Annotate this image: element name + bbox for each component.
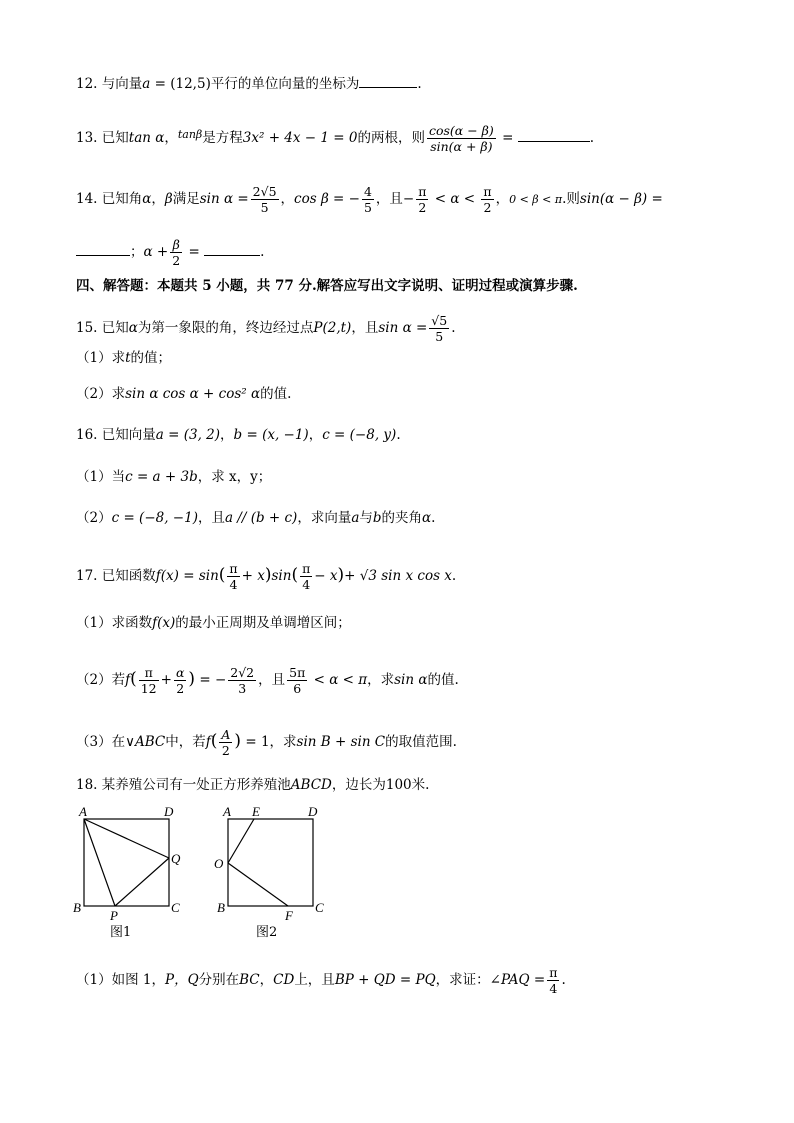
inequality: < α < π xyxy=(309,672,368,688)
numerator: π xyxy=(139,665,159,681)
equals: = xyxy=(497,130,518,146)
numerator: 5π xyxy=(289,665,306,680)
question-number: 16. xyxy=(76,427,98,443)
fraction xyxy=(139,665,159,696)
cos-beta: cos β = − xyxy=(294,191,360,207)
question-15-part-2 xyxy=(76,384,291,404)
sin-alpha: sin α = xyxy=(378,320,428,336)
alpha: α xyxy=(422,510,432,526)
text: ，求 xyxy=(367,672,395,688)
plus: + xyxy=(160,672,172,688)
denominator: 2 xyxy=(483,200,492,215)
fraction xyxy=(170,237,182,268)
paren-open: ( xyxy=(291,565,299,585)
text: 的取值范围. xyxy=(385,734,457,750)
equals: = xyxy=(184,244,205,260)
fraction xyxy=(287,665,307,696)
paren-open: ( xyxy=(218,565,226,585)
text: 已知函数 xyxy=(101,568,156,584)
expression: c = a + 3b xyxy=(125,469,198,485)
paren-open: ( xyxy=(130,669,137,689)
separator: ， xyxy=(495,191,510,207)
denominator: 3 xyxy=(238,681,247,696)
fraction xyxy=(228,665,256,696)
numerator: 2√5 xyxy=(252,184,277,199)
segment-oe xyxy=(228,819,254,863)
paren-open: ( xyxy=(210,731,218,751)
label-e: E xyxy=(252,804,260,819)
paren-close: ) xyxy=(188,669,196,689)
label-c: C xyxy=(171,900,180,915)
part-label: （1）当 xyxy=(76,469,126,485)
denominator: 5 xyxy=(435,329,444,344)
question-number: 17. xyxy=(76,568,98,584)
numerator: α xyxy=(175,665,185,680)
minus-x: − x xyxy=(314,568,338,584)
text: 某养殖公司有一处正方形养殖池 xyxy=(101,777,291,793)
denominator: 2 xyxy=(176,681,185,696)
denominator: 2 xyxy=(172,253,181,268)
sin: sin xyxy=(271,568,292,584)
part-label: （2）若 xyxy=(76,672,126,688)
period: . xyxy=(589,130,594,146)
function-def: f(x) = sin xyxy=(155,568,219,584)
numerator: π xyxy=(549,965,558,980)
question-14 xyxy=(76,184,663,215)
denominator: 12 xyxy=(140,681,157,696)
sum-expression: α + xyxy=(143,244,169,260)
question-16-part-1 xyxy=(76,467,271,487)
text: 与向量 xyxy=(101,76,143,92)
points-pq: P，Q xyxy=(164,972,199,988)
angle-paq: ∠PAQ = xyxy=(489,972,546,988)
variable-t: t xyxy=(125,350,131,366)
text: 的夹角 xyxy=(381,510,423,526)
text: 米. xyxy=(411,777,430,793)
figure-2-caption: 图2 xyxy=(256,925,278,940)
plus-x: + x xyxy=(241,568,265,584)
text: 平行的单位向量的坐标为 xyxy=(210,76,360,92)
fraction xyxy=(174,665,186,696)
vector-a: a xyxy=(142,76,151,92)
text: .则 xyxy=(562,191,580,207)
text: 的最小正周期及单调增区间； xyxy=(175,615,351,631)
text: 的值； xyxy=(130,350,172,366)
vector-c-value: c = (−8, −1) xyxy=(111,510,198,526)
numerator: √5 xyxy=(431,313,448,328)
label-d: D xyxy=(164,804,174,819)
fraction xyxy=(362,184,374,215)
text: 与 xyxy=(359,510,373,526)
period: . xyxy=(260,244,265,260)
point-p: P(2,t) xyxy=(313,320,352,336)
answer-blank-2[interactable] xyxy=(204,241,260,256)
label-a: A xyxy=(223,804,231,819)
text: ，求 xyxy=(269,734,297,750)
numerator: cos(α − β) xyxy=(428,123,494,138)
text: 满足 xyxy=(172,191,200,207)
denominator: 5 xyxy=(363,200,372,215)
segment-pq xyxy=(115,858,169,906)
sin-alpha: sin α = xyxy=(199,191,249,207)
fraction xyxy=(300,561,312,592)
question-number: 15. xyxy=(76,320,98,336)
text: ，求证： xyxy=(435,972,490,988)
text: 已知向量 xyxy=(101,427,156,443)
vector-a: a xyxy=(351,510,360,526)
figure-2 xyxy=(212,803,337,938)
expression: sin α cos α + cos² α xyxy=(125,386,261,402)
label-q: Q xyxy=(171,851,181,866)
fraction xyxy=(251,184,279,215)
vector-b: b xyxy=(372,510,382,526)
denominator: 5 xyxy=(260,200,269,215)
fraction xyxy=(227,561,239,592)
answer-blank-1[interactable] xyxy=(76,241,130,256)
text: 中，若 xyxy=(165,734,206,750)
function-f: f xyxy=(205,734,211,750)
text: 已知 xyxy=(101,130,129,146)
question-15-part-1 xyxy=(76,348,171,368)
period: . xyxy=(561,972,566,988)
vector-b-def: b = (x, −1) xyxy=(233,427,309,443)
denominator: 2 xyxy=(418,200,427,215)
text: 为第一象限的角，终边经过点 xyxy=(137,320,314,336)
tan-alpha: tan α xyxy=(128,130,165,146)
question-18 xyxy=(76,775,429,795)
equation: = (12,5) xyxy=(150,76,211,92)
text: 已知 xyxy=(101,320,129,336)
question-number: 18. xyxy=(76,777,98,793)
label-a: A xyxy=(79,804,87,819)
alpha: α xyxy=(142,191,152,207)
numerator: 4 xyxy=(363,184,372,199)
answer-blank[interactable] xyxy=(518,127,590,142)
question-number: 12. xyxy=(76,76,98,92)
alpha: α xyxy=(128,320,138,336)
segment-of xyxy=(228,863,288,906)
text: ，边长为 xyxy=(331,777,386,793)
beta-range: 0 < β < π xyxy=(509,193,563,206)
text: 的值. xyxy=(260,386,292,402)
numerator: 2√2 xyxy=(230,665,255,680)
vector-a-def: a = (3, 2) xyxy=(155,427,221,443)
denominator: 2 xyxy=(221,743,230,758)
condition: BP + QD = PQ xyxy=(334,972,436,988)
label-o: O xyxy=(214,856,224,871)
denominator: 4 xyxy=(229,577,238,592)
text: ，求 x，y； xyxy=(197,469,272,485)
text: ，且 xyxy=(258,672,286,688)
question-number: 13. xyxy=(76,130,98,146)
question-14-line-2 xyxy=(76,237,264,268)
equation: 3x² + 4x − 1 = 0 xyxy=(242,130,358,146)
paren-close: ) xyxy=(337,565,345,585)
fraction xyxy=(427,123,496,154)
numerator: π xyxy=(229,561,238,576)
text: 是方程 xyxy=(202,130,243,146)
question-16 xyxy=(76,425,401,445)
section-title: 四、解答题：本题共 5 小题，共 77 分.解答应写出文字说明、证明过程或演算步骤. xyxy=(76,278,578,294)
period: . xyxy=(396,427,401,443)
square-abcd xyxy=(84,819,169,906)
label-p: P xyxy=(110,908,118,923)
fraction xyxy=(547,965,559,996)
separator: ， xyxy=(164,130,178,146)
beta: β xyxy=(164,191,173,207)
question-17-part-2 xyxy=(76,665,459,696)
parallel-condition: a // (b + c) xyxy=(224,510,298,526)
text: ，且 xyxy=(375,191,403,207)
text: ，且 xyxy=(197,510,225,526)
numerator: β xyxy=(170,237,182,253)
figure-1-caption: 图1 xyxy=(110,925,132,940)
figure-1 xyxy=(70,803,195,938)
equals: = − xyxy=(195,672,227,688)
numerator: π xyxy=(302,561,311,576)
period: . xyxy=(431,510,436,526)
function-f: f xyxy=(125,672,131,688)
separator: ， xyxy=(220,427,234,443)
separator: ， xyxy=(151,191,165,207)
separator: ， xyxy=(280,191,295,207)
expression: sin B + sin C xyxy=(296,734,386,750)
vector-c-def: c = (−8, y) xyxy=(322,427,397,443)
expression-tail: + √3 sin x cos x xyxy=(344,568,452,584)
denominator: 6 xyxy=(293,681,302,696)
side-length: 100 xyxy=(385,777,412,793)
denominator: 4 xyxy=(302,577,311,592)
fraction xyxy=(429,313,449,344)
question-12 xyxy=(76,73,422,94)
part-label: （2）求 xyxy=(76,386,126,402)
denominator: sin(α + β) xyxy=(430,139,493,154)
answer-blank[interactable] xyxy=(359,73,417,88)
function-fx: f(x) xyxy=(152,615,176,631)
label-d: D xyxy=(308,804,318,819)
text: 上，且 xyxy=(294,972,335,988)
denominator: 4 xyxy=(549,981,558,996)
text: 的值. xyxy=(427,672,459,688)
question-18-part-1 xyxy=(76,965,566,996)
question-17-part-1 xyxy=(76,613,351,633)
inequality: < α < xyxy=(430,191,480,207)
part-label: （3）在 xyxy=(76,734,126,750)
question-number: 14. xyxy=(76,191,98,207)
fraction xyxy=(219,727,232,758)
paren-close: ) xyxy=(264,565,272,585)
question-15 xyxy=(76,313,456,344)
period: . xyxy=(451,320,456,336)
segment-ap xyxy=(84,819,115,906)
minus: − xyxy=(402,191,415,207)
numerator: π xyxy=(418,184,427,199)
question-17-part-3 xyxy=(76,727,457,758)
paren-close: ) xyxy=(234,731,242,751)
question-16-part-2 xyxy=(76,508,435,528)
segment-bc: BC xyxy=(239,972,260,988)
text: 分别在 xyxy=(198,972,240,988)
part-label: （2） xyxy=(76,510,112,526)
tan-beta: tanβ xyxy=(177,128,203,141)
text: ，求向量 xyxy=(297,510,352,526)
text: 的两根，则 xyxy=(357,130,425,146)
period: . xyxy=(451,568,457,584)
numerator: π xyxy=(483,184,492,199)
separator: ； xyxy=(130,244,144,260)
part-label: （1）求函数 xyxy=(76,615,153,631)
part-label: （1）如图 1， xyxy=(76,972,165,988)
equals: = 1 xyxy=(241,734,270,750)
part-label: （1）求 xyxy=(76,350,126,366)
text: ，且 xyxy=(351,320,379,336)
numerator: A xyxy=(221,727,231,742)
sin-difference: sin(α − β) = xyxy=(579,191,663,207)
label-f: F xyxy=(285,908,293,923)
text: 已知角 xyxy=(101,191,143,207)
segment-aq xyxy=(84,819,169,858)
sin-alpha: sin α xyxy=(394,672,428,688)
fraction xyxy=(481,184,493,215)
label-c: C xyxy=(315,900,324,915)
question-17 xyxy=(76,561,456,592)
separator: ， xyxy=(259,972,274,988)
square-name: ABCD xyxy=(290,777,332,793)
fraction xyxy=(416,184,428,215)
separator: ， xyxy=(308,427,323,443)
segment-cd: CD xyxy=(273,972,295,988)
triangle: ∨ABC xyxy=(125,734,166,750)
question-13 xyxy=(76,123,594,154)
label-b: B xyxy=(217,900,225,915)
section-heading xyxy=(76,276,578,296)
label-b: B xyxy=(73,900,81,915)
period: . xyxy=(417,76,422,92)
